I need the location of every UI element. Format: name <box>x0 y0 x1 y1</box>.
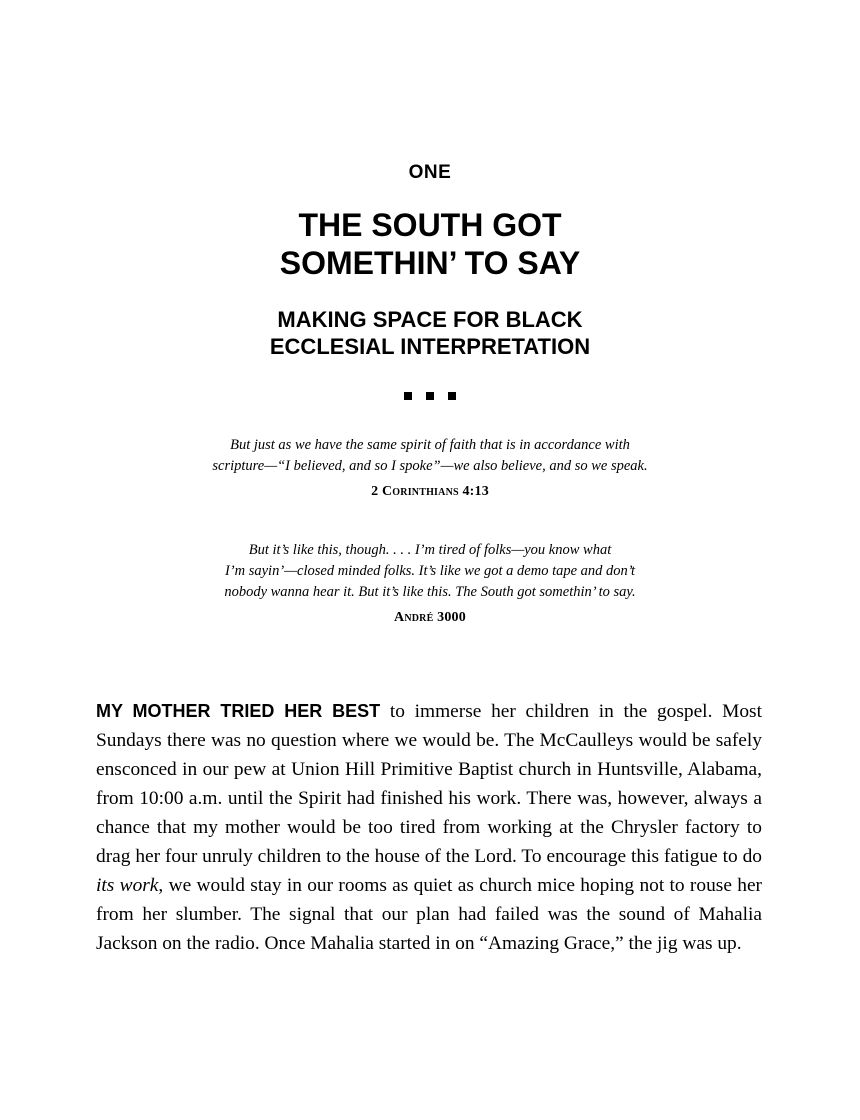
chapter-title-line-1: THE SOUTH GOT <box>298 207 562 243</box>
chapter-number: ONE <box>408 162 452 183</box>
ornament-square-icon <box>426 392 434 400</box>
epigraph-attribution: 2 Corinthians 4:13 <box>371 484 489 499</box>
lead-in: MY MOTHER TRIED HER BEST <box>96 701 381 721</box>
epigraph-line: I’m sayin’—closed minded folks. It’s like we got a demo tape and don’t <box>224 563 636 579</box>
body-text-part-2: , we would stay in our rooms as quiet as church mice hoping not to rouse her from her slumber. The signal that our plan had failed was the sound of Mahalia Jackson on the radio. Once Mahalia started in on “Amazing Grace,” the jig was up. <box>96 875 763 954</box>
epigraph-quote <box>0 435 860 477</box>
section-ornament <box>0 392 860 400</box>
epigraph-andre <box>0 540 860 626</box>
chapter-title-line-2: SOMETHIN’ TO SAY <box>279 245 581 281</box>
body-emphasis: its work <box>96 875 159 896</box>
chapter-subtitle <box>0 306 860 360</box>
epigraph-scripture <box>0 435 860 500</box>
chapter-subtitle-line-1: MAKING SPACE FOR BLACK <box>277 307 583 332</box>
body-paragraph <box>96 697 762 958</box>
ornament-square-icon <box>448 392 456 400</box>
epigraph-line: But it’s like this, though. . . . I’m tired of folks—you know what <box>248 542 612 558</box>
epigraph-line: nobody wanna hear it. But it’s like this. The South got somethin’ to say. <box>224 584 636 600</box>
ornament-square-icon <box>404 392 412 400</box>
chapter-title <box>0 206 860 282</box>
epigraph-line: But just as we have the same spirit of faith that is in accordance with <box>230 437 630 453</box>
epigraph-line: scripture—“I believed, and so I spoke”—we also believe, and so we speak. <box>212 458 648 474</box>
body-text-part-1: to immerse her children in the gospel. Most Sundays there was no question where we would be. The McCaulleys would be safely ensconced in our pew at Union Hill Primitive Baptist church in Huntsville, Alabama, from 10:00 a.m. until the Spirit had finished his work. There was, however, always a chance that my mother would be too tired from working at the Chrysler factory to drag her four unruly children to the house of the Lord. To encourage this fatigue to do <box>96 701 762 867</box>
chapter-subtitle-line-2: ECCLESIAL INTERPRETATION <box>269 334 591 359</box>
epigraph-attribution: André 3000 <box>394 610 466 625</box>
epigraph-quote <box>0 540 860 603</box>
